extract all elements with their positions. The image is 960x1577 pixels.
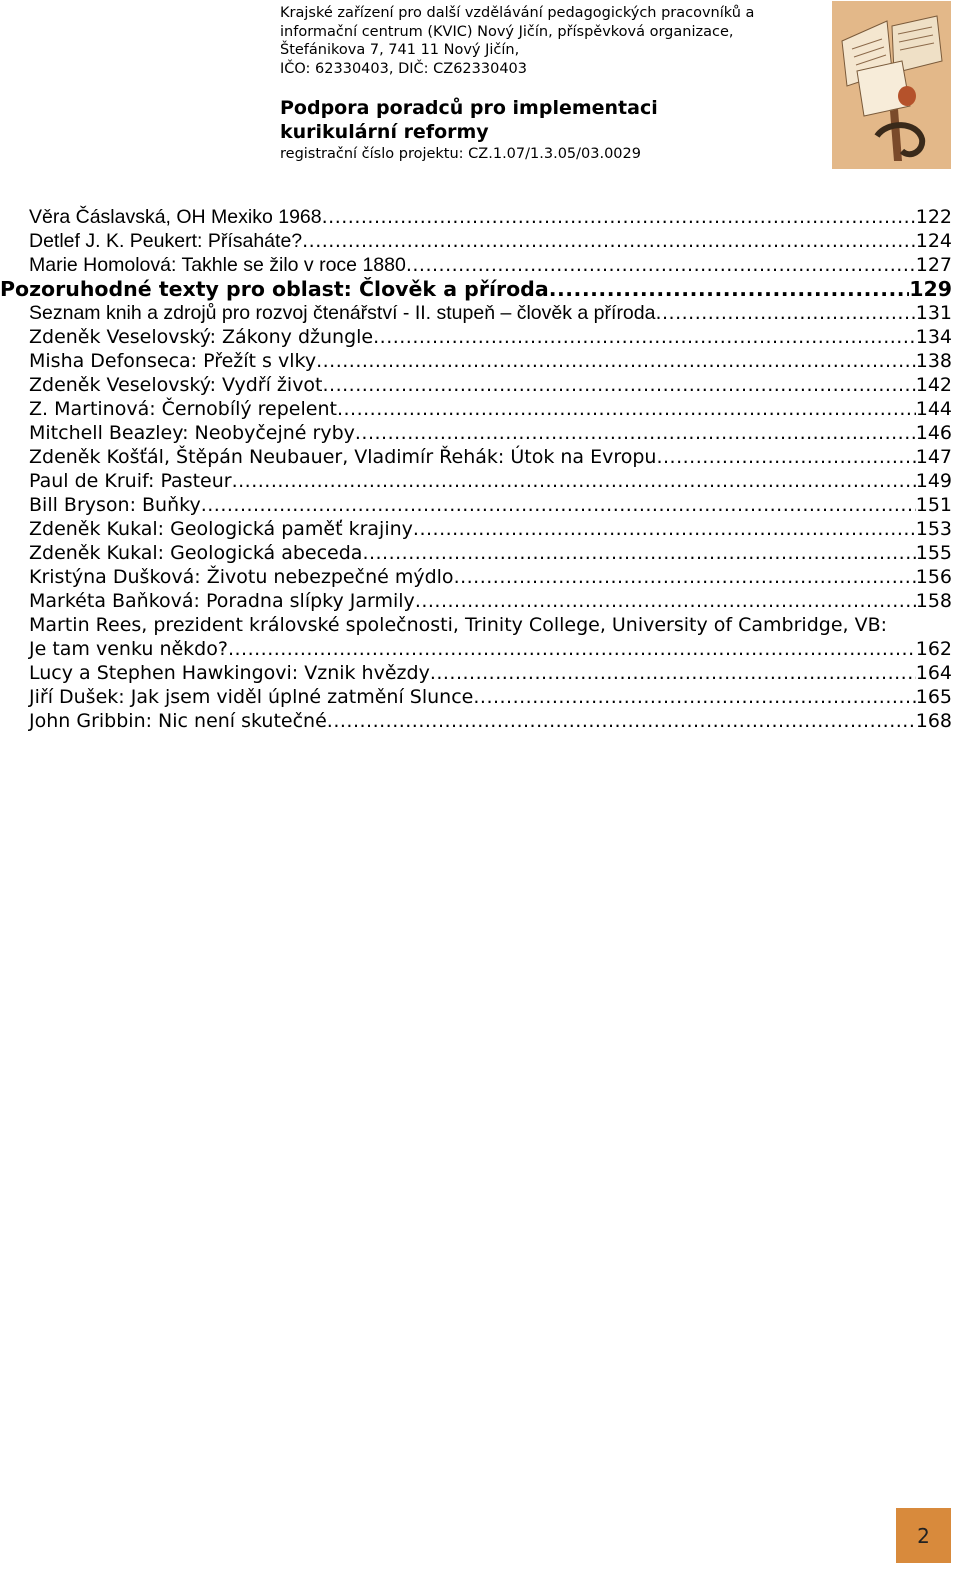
toc-leader-dots [323,373,916,397]
toc-title: Zdeněk Kukal: Geologická paměť krajiny [29,518,413,540]
toc-entry[interactable] [0,301,952,325]
toc-page-number: 153 [915,518,952,540]
toc-leader-dots [655,301,915,325]
toc-leader-dots [355,421,916,445]
toc-title: Bill Bryson: Buňky [29,494,201,516]
toc-entry[interactable] [0,253,952,277]
toc-page-number: 164 [915,662,952,684]
org-line: Krajské zařízení pro další vzdělávání pedagogických pracovníků a [280,5,755,21]
toc-entry[interactable] [0,469,952,493]
page-number: 2 [917,1523,930,1548]
toc-title: Mitchell Beazley: Neobyčejné ryby [29,422,355,444]
toc-title: Misha Defonseca: Přežít s vlky [29,350,317,372]
toc-title: Zdeněk Veselovský: Zákony džungle [29,326,374,348]
toc-entry[interactable] [0,493,952,517]
toc-title: Zdeněk Košťál, Štěpán Neubauer, Vladimír Řehák: Útok na Evropu [29,446,657,468]
toc-leader-dots [232,469,916,493]
toc-leader-dots [413,517,916,541]
org-line: IČO: 62330403, DIČ: CZ62330403 [280,60,527,77]
toc-page-number: 124 [915,230,952,252]
toc-entry[interactable] [0,541,952,565]
toc-page-number: 129 [909,277,952,301]
toc-leader-dots [201,493,916,517]
toc-title: Z. Martinová: Černobílý repelent [29,398,337,420]
toc-entry[interactable] [0,397,952,421]
toc-page-number: 147 [915,446,952,468]
toc-leader-dots [473,685,915,709]
project-title-line: kurikulární reformy [280,121,489,143]
toc-title: Martin Rees, prezident královské společnosti, Trinity College, University of Cambridge, VB: [29,614,888,636]
toc-page-number: 155 [915,542,952,564]
toc-title: Marie Homolová: Takhle se žilo v roce 1880 [29,254,406,276]
toc-page-number: 151 [915,494,952,516]
toc-leader-dots [454,565,916,589]
toc-page-number: 165 [915,686,952,708]
toc-page-number: 127 [915,254,952,276]
toc-entry[interactable] [0,517,952,541]
toc-leader-dots [549,277,910,301]
toc-leader-dots [430,661,916,685]
document-header [280,4,810,164]
toc-entry[interactable] [0,709,952,733]
toc-entry[interactable] [0,445,952,469]
toc-leader-dots [406,253,916,277]
toc-title: Paul de Kruif: Pasteur [29,470,232,492]
toc-page-number: 156 [915,566,952,588]
books-illustration-icon [832,1,951,169]
toc-entry[interactable] [0,229,952,253]
toc-leader-dots [337,397,916,421]
toc-title: Je tam venku někdo? [29,638,228,660]
toc-title: Kristýna Dušková: Životu nebezpečné mýdlo [29,566,454,588]
toc-entry[interactable] [0,685,952,709]
project-title [280,96,810,144]
toc-title: Seznam knih a zdrojů pro rozvoj čtenářství - II. stupeň – člověk a příroda [29,302,656,324]
toc-page-number: 144 [915,398,952,420]
toc-entry[interactable] [0,349,952,373]
toc-title: Jiří Dušek: Jak jsem viděl úplné zatmění Slunce [29,686,474,708]
toc-entry[interactable] [0,661,952,685]
toc-page-number: 131 [915,302,952,324]
toc-leader-dots [322,205,916,229]
toc-page-number: 168 [915,710,952,732]
toc-leader-dots [656,445,915,469]
toc-leader-dots [415,589,916,613]
toc-title: Zdeněk Kukal: Geologická abeceda [29,542,363,564]
toc-title: John Gribbin: Nic není skutečné [29,710,327,732]
toc-entry[interactable] [0,565,952,589]
toc-page-number: 146 [915,422,952,444]
toc-entry[interactable] [0,205,952,229]
toc-page-number: 162 [915,638,952,660]
toc-entry[interactable] [0,613,952,637]
org-line: Štefánikova 7, 741 11 Nový Jičín, [280,42,520,58]
registration-number: registrační číslo projektu: CZ.1.07/1.3.05/03.0029 [280,146,641,162]
table-of-contents [0,205,952,733]
toc-entry[interactable] [0,373,952,397]
toc-page-number: 142 [915,374,952,396]
toc-page-number: 158 [915,590,952,612]
toc-entry[interactable] [0,589,952,613]
toc-entry[interactable] [0,325,952,349]
toc-title: Věra Čáslavská, OH Mexiko 1968 [29,206,322,228]
project-title-line: Podpora poradců pro implementaci [280,97,658,119]
toc-leader-dots [362,541,915,565]
toc-entry[interactable] [0,421,952,445]
toc-title: Zdeněk Veselovský: Vydří život [29,374,323,396]
toc-leader-dots [327,709,916,733]
toc-leader-dots [373,325,916,349]
toc-title: Pozoruhodné texty pro oblast: Člověk a příroda [0,277,549,301]
toc-leader-dots [316,349,916,373]
toc-entry[interactable] [0,637,952,661]
toc-page-number: 134 [915,326,952,348]
toc-section[interactable] [0,277,952,301]
toc-page-number: 138 [915,350,952,372]
page-number-badge [896,1508,951,1563]
toc-page-number: 149 [915,470,952,492]
toc-title: Detlef J. K. Peukert: Přísaháte? [29,230,303,252]
toc-page-number: 122 [915,206,952,228]
toc-leader-dots [302,229,916,253]
toc-title: Markéta Baňková: Poradna slípky Jarmily [29,590,415,612]
toc-title: Lucy a Stephen Hawkingovi: Vznik hvězdy [29,662,430,684]
org-line: informační centrum (KVIC) Nový Jičín, příspěvková organizace, [280,23,734,40]
toc-leader-dots [228,637,916,661]
